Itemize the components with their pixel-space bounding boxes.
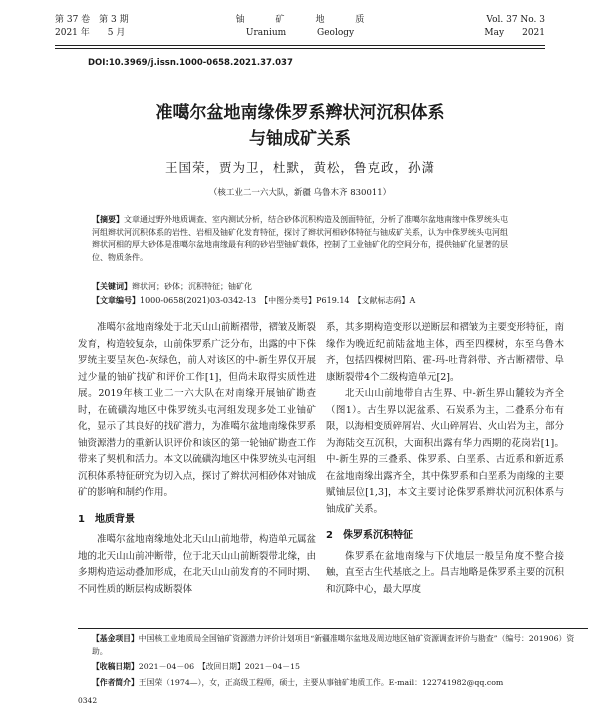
section-heading-1: 1 地质背景 (78, 513, 135, 525)
section2-paragraph: 侏罗系在盆地南缘与下伏地层一般呈角度不整合接触，直至古生代基底之上。昌吉地略是侏罗系主要的沉积和沉降中心，最大厚度 (326, 550, 564, 595)
dates-label: 【收稿日期】 (92, 662, 139, 671)
fund-text: 中国核工业地质局全国铀矿资源潜力评价计划项目“新疆准噶尔盆地及周边地区铀矿资源调查评价与勘查”（编号：201906）资助。 (92, 634, 575, 656)
date-cn: 2021 年 5 月 (55, 28, 126, 38)
journal-cn-char: 铀 (235, 15, 245, 25)
author-label: 【作者简介】 (92, 677, 139, 687)
journal-cn-char: 质 (355, 15, 365, 25)
page-number: 0342 (78, 696, 98, 705)
volume-en: Vol. 37 No. 3 (486, 15, 545, 25)
classification (92, 295, 508, 307)
keywords (92, 281, 508, 293)
title-line-2: 与铀成矿关系 (249, 129, 351, 149)
title-line-1: 准噶尔盆地南缘侏罗系辫状河沉积体系 (155, 103, 445, 123)
abstract-label: 【摘要】 (92, 215, 124, 224)
stratigraphy-paragraph: 北天山山前地带自古生界、中-新生界山麓较为齐全（图1）。古生界以泥盆系、石炭系为主，二叠系分布有限，以海相变质碎屑岩、火山碎屑岩、火山岩为主，部分为海陆交互沉积，大面积出露有华力西期的花岗岩[1]。中-新生界的三叠系、侏罗系、白垩系、古近系和新近系在盆地南缘出露齐全，其中侏罗系和白垩系为南缘的主要赋铀层位[1,3]，本文主要讨论侏罗系辫状河沉积体系与铀成矿关系。 (326, 388, 564, 515)
section-heading-2: 2 侏罗系沉积特征 (326, 530, 413, 541)
classification-label: 【文章编号】 (92, 296, 140, 305)
author-note (92, 677, 580, 690)
classification-text: 1000-0658(2021)03-0342-13 【中图分类号】P619.14 【文献标志码】A (140, 296, 416, 305)
footnote-rule (78, 628, 588, 629)
running-header (55, 14, 545, 44)
header-right (484, 14, 545, 40)
date-en: May 2021 (484, 28, 545, 38)
journal-cn-char: 矿 (275, 15, 285, 25)
body-column-left (78, 320, 316, 598)
doi: DOI:10.3969/j.issn.1000-0658.2021.37.037 (88, 58, 293, 68)
journal-cn-char: 地 (315, 15, 325, 25)
journal-name (55, 14, 545, 40)
keywords-text: 辫状河；砂体；沉积特征；铀矿化 (132, 282, 252, 291)
abstract (92, 214, 508, 264)
section1-paragraph: 准噶尔盆地南缘地处北天山山前地带，构造单元属盆地的北天山山前冲断带，位于北天山山前断裂带北缘，由多期构造运动叠加形成，在北天山山前发育的不同时期、不同性质的断层构成断裂体 (78, 534, 316, 595)
abstract-text: 文章通过野外地质调查、室内测试分析，结合砂体沉积构造及剖面特征，分析了准噶尔盆地南缘中侏罗统头屯河组辫状河沉积体系的岩性、岩相及铀矿化发育特征，探讨了辫状河相砂体特征与铀成矿关系，认为中侏罗统头屯河组辫状河相的厚大砂体是准噶尔盆地南缘最有利的砂岩型铀矿载体，控制了工业铀矿化的空间分布，提供铀矿化显著的层位、物质条件。 (92, 215, 508, 262)
keywords-label: 【关键词】 (92, 282, 132, 291)
header-rule-thin (55, 48, 545, 49)
dates-note (92, 661, 580, 674)
dates-text: 2021－04－06 【改回日期】2021－04－15 (138, 662, 301, 671)
authors: 王国荣，贾为卫，杜默，黄松，鲁克政，孙潇 (164, 160, 435, 175)
continued-paragraph: 系，其多期构造变形以逆断层和褶皱为主要变形特征，南缘作为晚近纪前陆盆地主体，西至四棵树，东至乌鲁木齐，包括四棵树凹陷、霍-玛-吐背斜带、齐古断褶带、阜康断裂带4个二级构造单元[2]。 (326, 322, 564, 383)
affiliation: （核工业二一六大队，新疆 乌鲁木齐 830011） (208, 188, 392, 198)
journal-en-word: Geology (317, 28, 355, 38)
header-rule (55, 45, 545, 46)
article-title (60, 100, 540, 152)
journal-en-word: Uranium (245, 28, 287, 38)
author-text: 王国荣（1974—），女，正高级工程师，硕士，主要从事铀矿地质工作。E-mail：122741982@qq.com (138, 677, 504, 687)
fund-note (92, 633, 580, 658)
fund-label: 【基金项目】 (92, 634, 139, 643)
body-column-right (326, 320, 564, 598)
intro-paragraph: 准噶尔盆地南缘处于北天山山前断褶带，褶皱及断裂发育，构造较复杂，山前侏罗系广泛分布，出露的中下侏罗统主要呈灰色-灰绿色，前人对该区的中-新生界仅开展过少量的铀矿找矿和评价工作[1]，但尚未取得实质性进展。2019年核工业二一六大队在对南缘开展铀矿勘查时，在硫磺沟地区中侏罗统头屯河组发现多处工业铀矿化，显示了其良好的找矿潜力，为准噶尔盆地南缘侏罗系铀资源潜力的重新认识评价和该区的第一轮铀矿勘查工作带来了契机和活力。本文以硫磺沟地区中侏罗统头屯河组沉积体系特征研究为切入点，探讨了辫状河相砂体对铀成矿的影响和制约作用。 (78, 322, 316, 498)
footnotes (92, 633, 580, 692)
volume-cn: 第 37 卷 第 3 期 (55, 15, 129, 25)
